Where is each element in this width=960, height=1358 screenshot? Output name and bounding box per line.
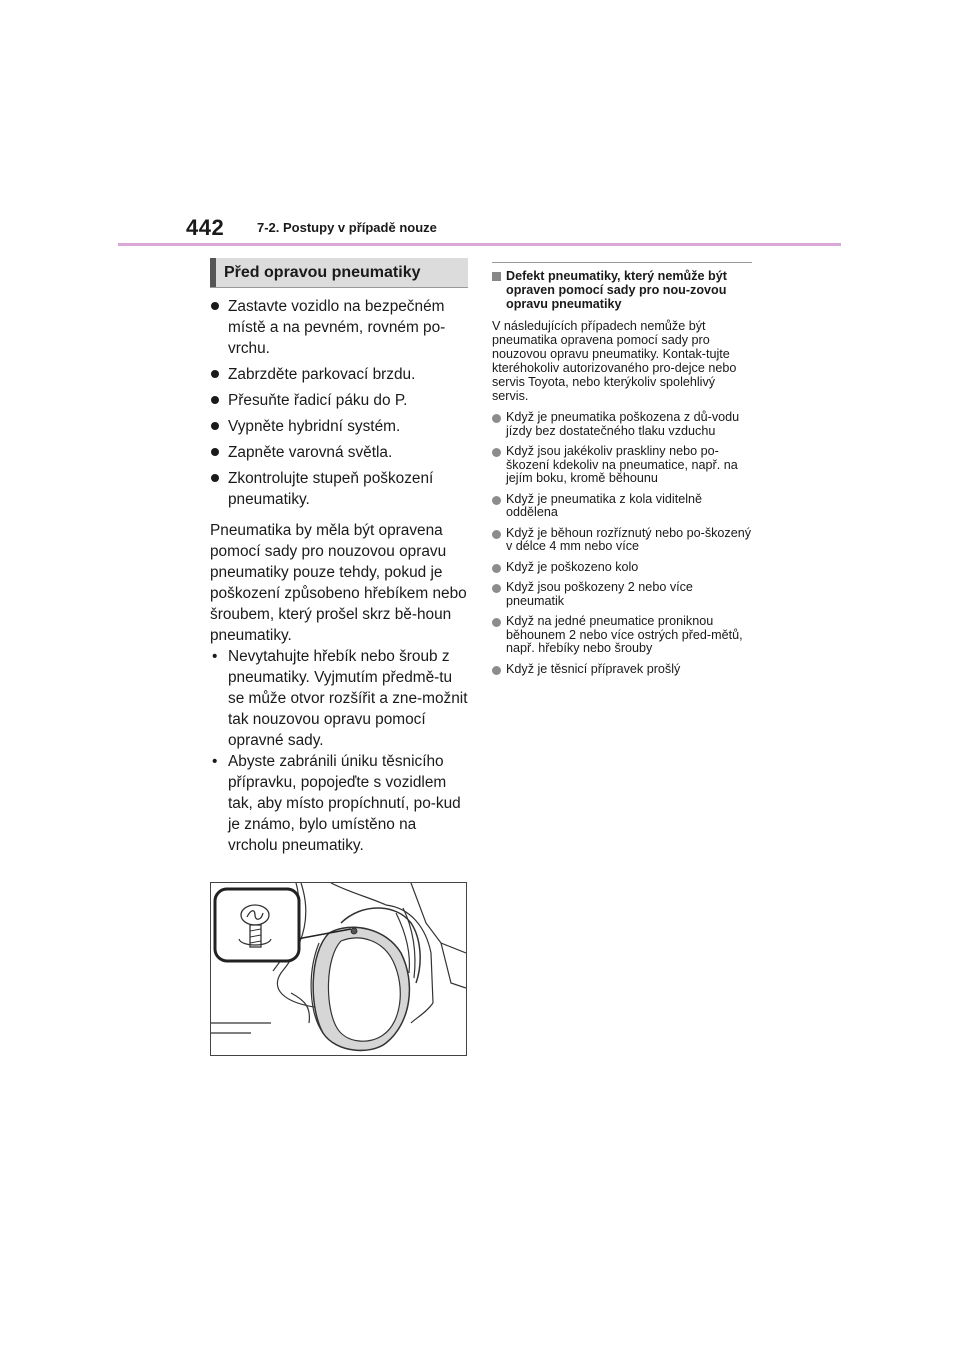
list-item-text: Když je běhoun rozříznutý nebo po-škozený v délce 4 mm nebo více bbox=[506, 525, 752, 553]
section-rule bbox=[492, 262, 752, 263]
tire-illustration-svg bbox=[211, 883, 466, 1055]
list-item-text: Když je těsnicí přípravek prošlý bbox=[506, 661, 681, 676]
page-number: 442 bbox=[186, 215, 225, 240]
bullet-icon bbox=[211, 422, 219, 430]
list-item bbox=[492, 615, 752, 656]
list-item-text: Když je pneumatika z kola viditelně oddělena bbox=[506, 491, 703, 519]
bullet-icon bbox=[492, 414, 501, 423]
bullet-icon bbox=[492, 530, 501, 539]
list-item bbox=[210, 442, 468, 463]
subsection-heading-text: Defekt pneumatiky, který nemůže být opraven pomocí sady pro nou-zovou opravu pneumatiky bbox=[506, 269, 727, 311]
bullet-icon bbox=[211, 448, 219, 456]
bullet-icon bbox=[492, 564, 501, 573]
list-item-text: Když je pneumatika poškozena z dů-vodu jízdy bez dostatečného tlaku vzduchu bbox=[506, 410, 740, 438]
list-item-text: Abyste zabránili úniku těsnicího přípravku, popojeďte s vozidlem tak, aby místo propíchnutí, po-kud je známo, bylo umístěno na vrcholu pneumatiky. bbox=[228, 753, 461, 854]
list-item bbox=[492, 663, 752, 677]
bullet-icon bbox=[492, 584, 501, 593]
case-list bbox=[492, 411, 752, 676]
note-list bbox=[210, 646, 468, 856]
list-item-text: Když je poškozeno kolo bbox=[506, 559, 639, 574]
bullet-icon bbox=[492, 448, 501, 457]
list-item-text: Zastavte vozidlo na bezpečném místě a na pevném, rovném po-vrchu. bbox=[228, 298, 446, 357]
list-item-text: Když jsou poškozeny 2 nebo více pneumatik bbox=[506, 580, 693, 608]
list-item bbox=[210, 646, 468, 751]
list-item bbox=[492, 411, 752, 438]
list-item-text: Zabrzděte parkovací brzdu. bbox=[228, 366, 416, 383]
list-item-text: Nevytahujte hřebík nebo šroub z pneumatiky. Vyjmutím předmě-tu se může otvor rozšířit a zne-možnit tak nouzovou opravu pomocí opravné sady. bbox=[228, 648, 468, 749]
list-item-text: Zkontrolujte stupeň poškození pneumatiky. bbox=[228, 470, 434, 508]
list-item bbox=[492, 527, 752, 554]
bullet-icon bbox=[211, 474, 219, 482]
bullet-icon: • bbox=[212, 648, 218, 665]
list-item bbox=[492, 581, 752, 608]
list-item-text: Když na jedné pneumatice proniknou běhounem 2 nebo více ostrých před-mětů, např. hřebíky nebo šrouby bbox=[506, 614, 743, 655]
bullet-icon bbox=[492, 666, 501, 675]
list-item bbox=[492, 561, 752, 575]
section-rule bbox=[210, 287, 468, 288]
bullet-icon bbox=[492, 618, 501, 627]
body-paragraph: Pneumatika by měla být opravena pomocí sady pro nouzovou opravu pneumatiky pouze tehdy, pokud je poškození způsobeno hřebíkem nebo šroubem, který prošel skrz bě-houn pneumatiky. bbox=[210, 522, 467, 644]
list-item bbox=[210, 468, 468, 510]
left-column bbox=[210, 258, 468, 856]
section-heading: Před opravou pneumatiky bbox=[210, 258, 468, 287]
list-item-text: Zapněte varovná světla. bbox=[228, 444, 393, 461]
list-item-text: Vypněte hybridní systém. bbox=[228, 418, 401, 435]
square-bullet-icon bbox=[492, 272, 501, 281]
list-item bbox=[210, 364, 468, 385]
list-item bbox=[492, 493, 752, 520]
list-item bbox=[492, 445, 752, 486]
list-item-text: Když jsou jakékoliv praskliny nebo po-škození kdekoliv na pneumatice, např. na jejím boku, kromě běhounu bbox=[506, 444, 738, 485]
list-item bbox=[210, 296, 468, 359]
list-item-text: Přesuňte řadicí páku do P. bbox=[228, 392, 408, 409]
bullet-icon bbox=[211, 370, 219, 378]
list-item bbox=[210, 390, 468, 411]
chapter-title: 7-2. Postupy v případě nouze bbox=[257, 220, 437, 235]
list-item bbox=[210, 751, 468, 856]
bullet-icon: • bbox=[212, 753, 218, 770]
right-column bbox=[492, 262, 752, 683]
bullet-icon bbox=[211, 302, 219, 310]
bullet-icon bbox=[492, 496, 501, 505]
subsection-heading bbox=[492, 269, 752, 311]
list-item bbox=[210, 416, 468, 437]
header-rule bbox=[118, 243, 841, 246]
checklist bbox=[210, 296, 468, 510]
body-paragraph: V následujících případech nemůže být pneumatika opravena pomocí sady pro nouzovou opravu pneumatiky. Kontak-tujte kteréhokoliv autorizovaného pro-dejce nebo servis Toyota, nebo kterýkoliv spolehlivý servis. bbox=[492, 319, 737, 403]
tire-nail-illustration bbox=[210, 882, 467, 1056]
bullet-icon bbox=[211, 396, 219, 404]
